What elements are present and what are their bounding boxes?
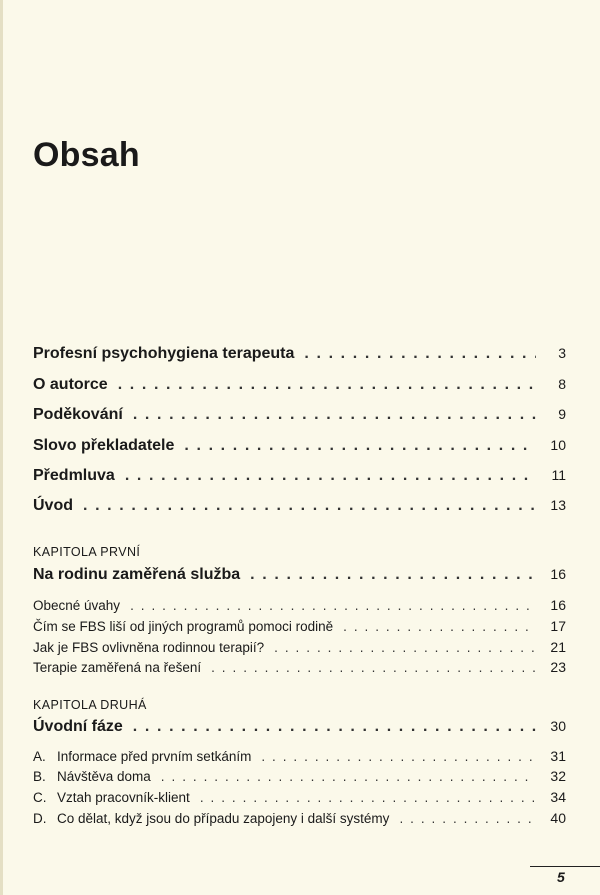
toc-entry[interactable] — [33, 345, 566, 363]
section-entry[interactable] — [33, 768, 566, 784]
section-page: 21 — [550, 639, 566, 655]
toc-entry-label: Profesní psychohygiena terapeuta — [33, 345, 295, 362]
dot-leader — [130, 598, 536, 613]
footer-rule — [530, 866, 600, 867]
toc-entry-label: Slovo překladatele — [33, 437, 175, 454]
section-entry[interactable] — [33, 639, 566, 655]
section-page: 40 — [550, 810, 566, 826]
dot-leader — [133, 718, 536, 736]
section-label — [33, 811, 389, 826]
dot-leader — [399, 811, 536, 826]
section-page: 17 — [550, 618, 566, 634]
dot-leader — [118, 376, 536, 394]
section-page: 32 — [550, 768, 566, 784]
toc-entry-page: 8 — [558, 376, 566, 392]
dot-leader — [133, 406, 536, 424]
chapter-title: Úvodní fáze — [33, 718, 123, 735]
chapter-kicker: KAPITOLA PRVNÍ — [33, 545, 141, 559]
chapter-entry[interactable] — [33, 718, 566, 736]
dot-leader — [83, 497, 536, 515]
section-label — [33, 790, 190, 805]
section-label: Obecné úvahy — [33, 598, 121, 613]
dot-leader — [161, 769, 536, 784]
section-entry[interactable] — [33, 748, 566, 764]
section-label: Terapie zaměřená na řešení — [33, 660, 202, 675]
section-letter: D. — [33, 811, 47, 826]
section-entry[interactable] — [33, 659, 566, 675]
section-page: 16 — [550, 597, 566, 613]
toc-entry[interactable] — [33, 467, 566, 485]
section-entry[interactable] — [33, 618, 566, 634]
section-letter: A. — [33, 749, 46, 764]
section-page: 31 — [550, 748, 566, 764]
dot-leader — [304, 345, 536, 363]
section-letter: B. — [33, 769, 46, 784]
dot-leader — [274, 640, 536, 655]
dot-leader — [211, 660, 536, 675]
section-label: Čím se FBS liší od jiných programů pomoci rodině — [33, 619, 334, 634]
section-label: Jak je FBS ovlivněna rodinnou terapií? — [33, 640, 265, 655]
dot-leader — [343, 619, 536, 634]
section-page: 34 — [550, 789, 566, 805]
page-title: Obsah — [33, 136, 140, 174]
section-text: Informace před prvním setkáním — [57, 749, 252, 764]
section-text: Co dělat, když jsou do případu zapojeny i další systémy — [57, 811, 390, 826]
toc-entry-label: Poděkování — [33, 406, 123, 423]
dot-leader — [125, 467, 536, 485]
section-label — [33, 769, 151, 784]
toc-entry-label: Předmluva — [33, 467, 115, 484]
dot-leader — [261, 749, 536, 764]
toc-entry[interactable] — [33, 497, 566, 515]
chapter-kicker: KAPITOLA DRUHÁ — [33, 698, 147, 712]
section-label — [33, 749, 251, 764]
toc-entry[interactable] — [33, 406, 566, 424]
toc-entry-page: 9 — [558, 406, 566, 422]
toc-entry[interactable] — [33, 376, 566, 394]
toc-entry-page: 3 — [558, 345, 566, 361]
section-text: Návštěva doma — [57, 769, 151, 784]
section-entry[interactable] — [33, 810, 566, 826]
page-edge — [0, 0, 3, 895]
dot-leader — [200, 790, 536, 805]
page-number: 5 — [557, 869, 565, 885]
chapter-page: 30 — [550, 718, 566, 734]
toc-entry-page: 10 — [550, 437, 566, 453]
chapter-title: Na rodinu zaměřená služba — [33, 566, 241, 583]
chapter-page: 16 — [550, 566, 566, 582]
section-text: Vztah pracovník-klient — [57, 790, 190, 805]
section-page: 23 — [550, 659, 566, 675]
toc-entry-label: Úvod — [33, 497, 73, 514]
section-entry[interactable] — [33, 789, 566, 805]
section-letter: C. — [33, 790, 47, 805]
toc-entry-page: 13 — [550, 497, 566, 513]
chapter-entry[interactable] — [33, 566, 566, 584]
toc-entry-page: 11 — [551, 467, 566, 483]
toc-entry[interactable] — [33, 437, 566, 455]
dot-leader — [184, 437, 536, 455]
toc-entry-label: O autorce — [33, 376, 108, 393]
dot-leader — [250, 566, 536, 584]
section-entry[interactable] — [33, 597, 566, 613]
